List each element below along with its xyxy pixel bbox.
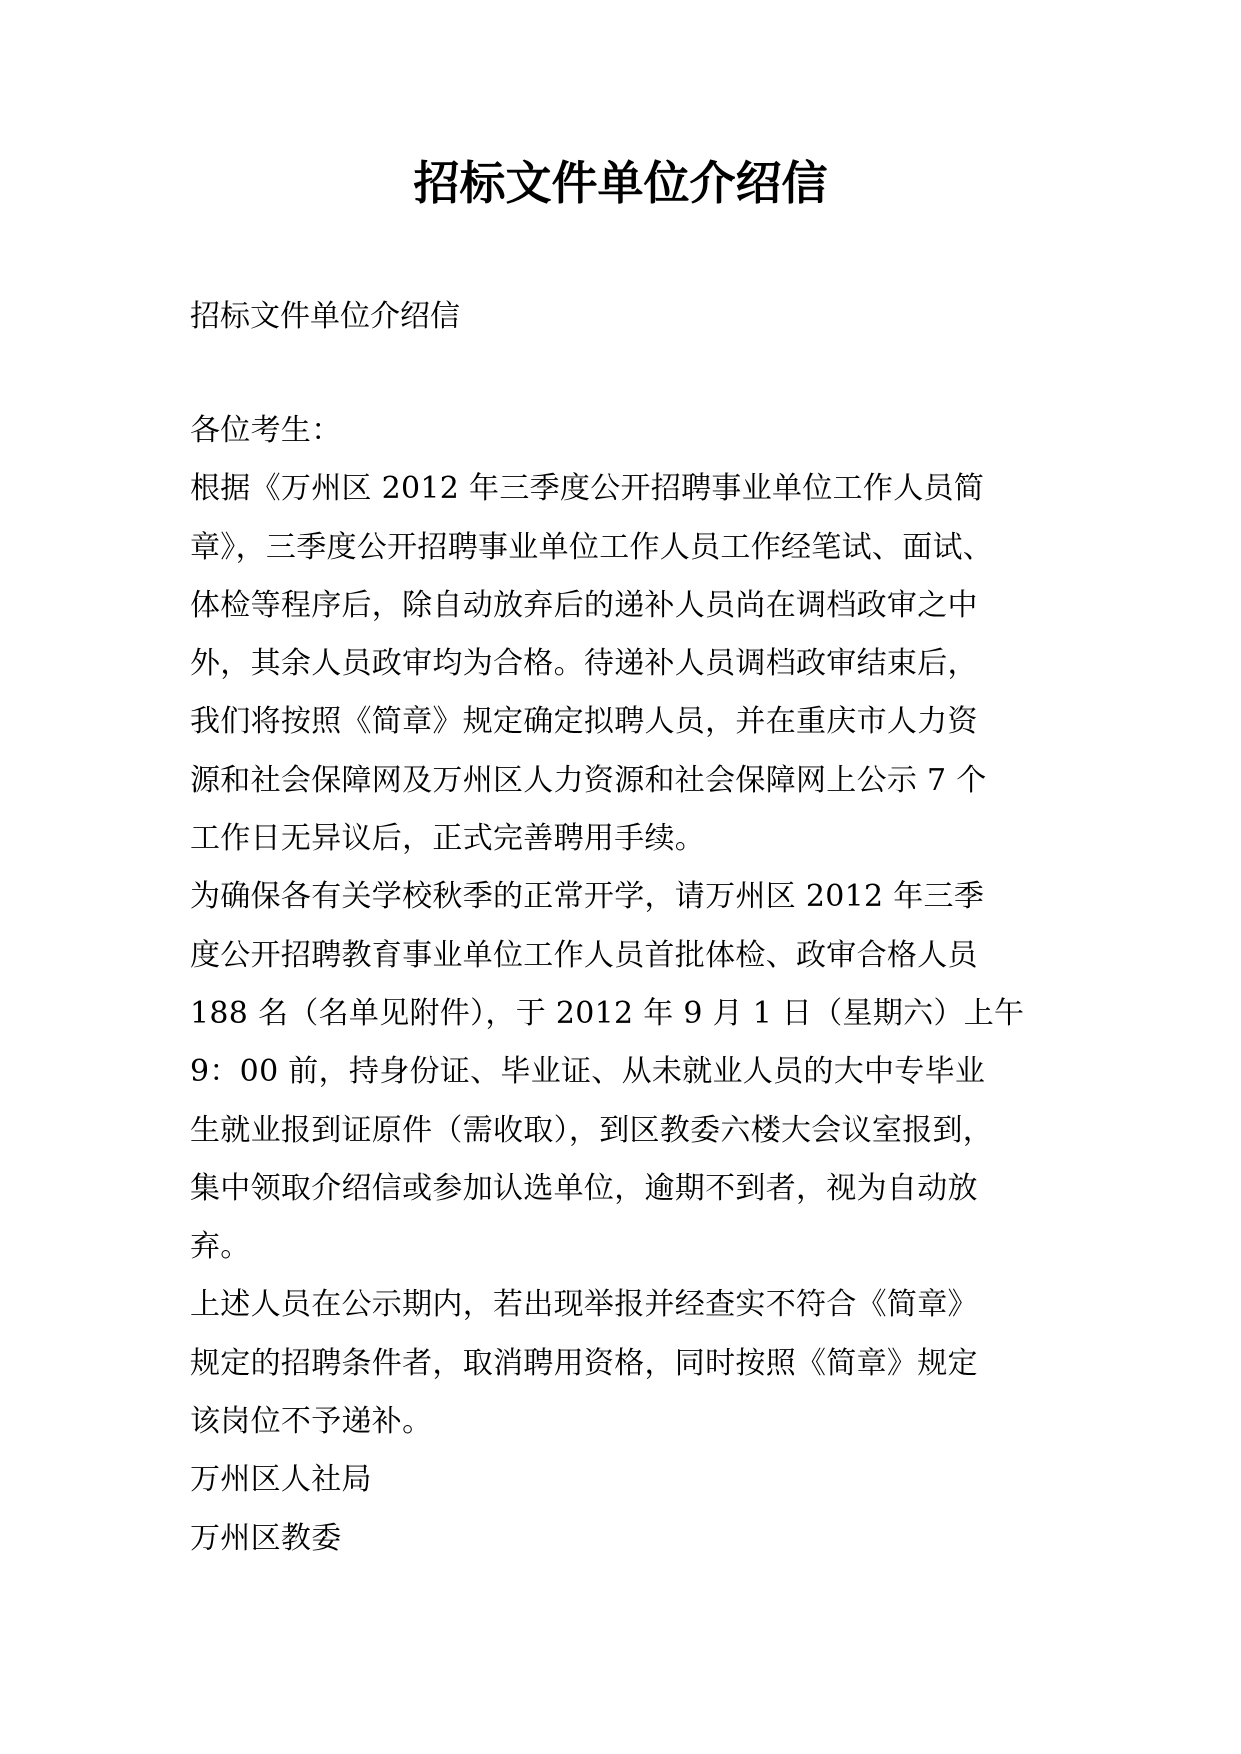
signature-line: 万州区人社局 [190, 1462, 372, 1498]
body-line: 工作日无异议后，正式完善聘用手续。 [190, 821, 706, 857]
body-line: 规定的招聘条件者，取消聘用资格，同时按照《简章》规定 [190, 1345, 978, 1381]
body-line: 生就业报到证原件（需收取），到区教委六楼大会议室报到， [190, 1112, 994, 1148]
salutation-line: 各位考生： [190, 413, 342, 448]
body-line: 外，其余人员政审均为合格。待递补人员调档政审结束后， [190, 646, 978, 682]
body-line: 体检等程序后，除自动放弃后的递补人员尚在调档政审之中 [190, 587, 978, 623]
body-line: 度公开招聘教育事业单位工作人员首批体检、政审合格人员 [190, 937, 978, 973]
document-subtitle: 招标文件单位介绍信 [190, 299, 460, 334]
body-line: 该岗位不予递补。 [190, 1404, 433, 1440]
body-line: 我们将按照《简章》规定确定拟聘人员，并在重庆市人力资 [190, 704, 978, 740]
body-line: 上述人员在公示期内，若出现举报并经查实不符合《简章》 [190, 1287, 978, 1323]
body-line: 9：00 前，持身份证、毕业证、从未就业人员的大中专毕业 [190, 1054, 986, 1090]
body-line: 章》，三季度公开招聘事业单位工作人员工作经笔试、面试、 [190, 529, 994, 565]
signature-line: 万州区教委 [190, 1520, 342, 1556]
body-line: 根据《万州区 2012 年三季度公开招聘事业单位工作人员简 [190, 471, 985, 507]
body-line: 弃。 [190, 1229, 251, 1265]
body-line: 源和社会保障网及万州区人力资源和社会保障网上公示 7 个 [190, 762, 987, 798]
document-title: 招标文件单位介绍信 [413, 156, 828, 210]
body-line: 188 名（名单见附件），于 2012 年 9 月 1 日（星期六）上午 [190, 995, 1025, 1031]
body-line: 为确保各有关学校秋季的正常开学，请万州区 2012 年三季 [190, 879, 985, 915]
document-body [190, 402, 1070, 1568]
body-line: 集中领取介绍信或参加认选单位，逾期不到者，视为自动放 [190, 1170, 978, 1206]
